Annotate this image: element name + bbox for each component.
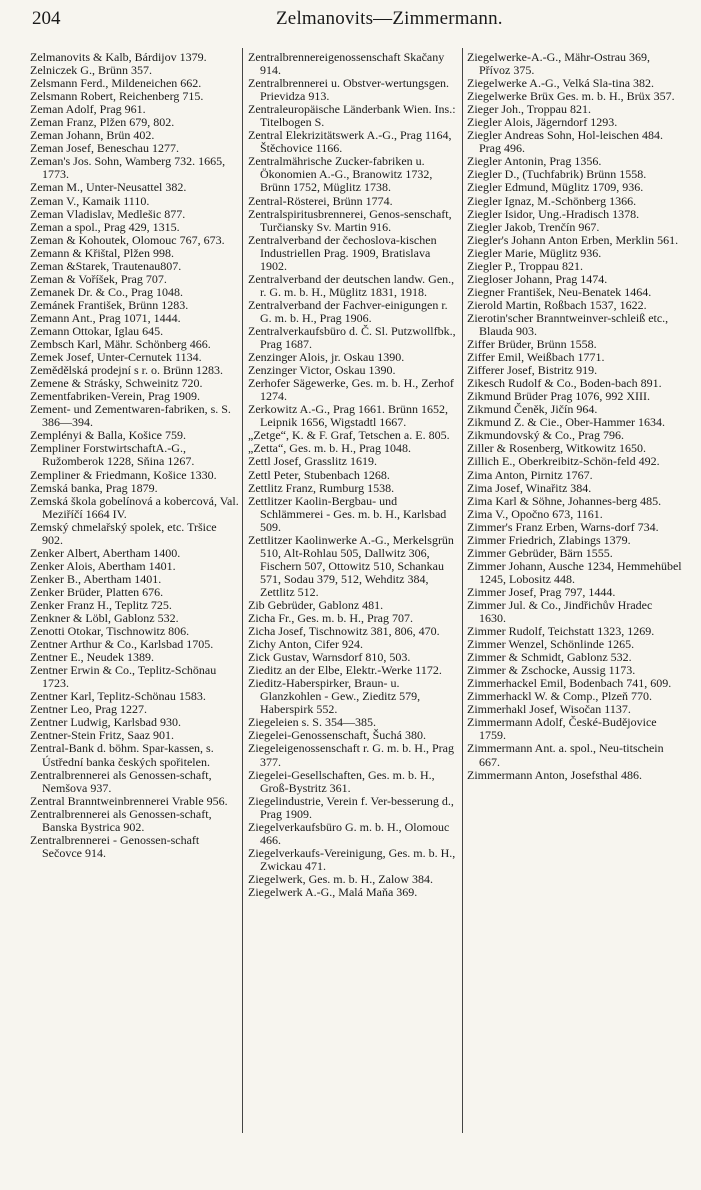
directory-entry: Ziegler Marie, Müglitz 936. — [467, 245, 602, 260]
directory-entry: Zemědělská prodejní s r. o. Brünn 1283. — [30, 363, 223, 378]
directory-entry: Zementfabriken-Verein, Prag 1909. — [30, 389, 200, 404]
directory-entry: Zeman Franz, Plžen 679, 802. — [30, 115, 175, 130]
directory-entry: Zerhofer Sägewerke, Ges. m. b. H., Zerhof 1274. — [248, 376, 454, 404]
directory-entry: Ziegelwerk, Ges. m. b. H., Zalow 384. — [248, 871, 433, 886]
directory-entry: Zettlitz Franz, Rumburg 1538. — [248, 480, 395, 495]
directory-entry: Zettl Josef, Grasslitz 1619. — [248, 454, 377, 469]
directory-entry: Zenker Albert, Abertham 1400. — [30, 545, 181, 560]
directory-entry: Zeman &Starek, Trautenau807. — [30, 258, 182, 273]
directory-entry: Zeman & Kohoutek, Olomouc 767, 673. — [30, 232, 225, 247]
directory-entry: Ziegler Andreas Sohn, Hol-leischen 484. Prag 496. — [467, 128, 663, 156]
directory-entry: Zick Gustav, Warnsdorf 810, 503. — [248, 650, 411, 665]
directory-entry: Zelsmann Robert, Reichenberg 715. — [30, 89, 204, 104]
directory-entry: Zicha Fr., Ges. m. b. H., Prag 707. — [248, 611, 413, 626]
directory-entry: Zillich E., Oberkreibitz-Schön-feld 492. — [467, 454, 660, 469]
directory-entry: Zemská škola gobelínová a kobercová, Val. Meziříčí 1664 IV. — [30, 493, 239, 521]
directory-entry: Zemanek Dr. & Co., Prag 1048. — [30, 284, 183, 299]
directory-entry: Ziegelverkaufs-Vereinigung, Ges. m. b. H., Zwickau 471. — [248, 845, 456, 873]
directory-column-1 — [30, 51, 239, 860]
directory-entry: Zierotin'scher Branntweinver-schleiß etc., Blauda 903. — [467, 310, 669, 338]
directory-entry: Ziegeleigenossenschaft r. G. m. b. H., Prag 377. — [248, 741, 454, 769]
directory-entry: Zemann Ottokar, Iglau 645. — [30, 323, 164, 338]
directory-entry: Ziegler Ignaz, M.-Schönberg 1366. — [467, 193, 637, 208]
directory-entry: Zentner Erwin & Co., Teplitz-Schönau 1723. — [30, 663, 217, 691]
directory-entry: Zib Gebrüder, Gablonz 481. — [248, 597, 384, 612]
directory-entry: Zemský chmelařský spolek, etc. Tršice 902. — [30, 519, 217, 547]
directory-entry: Zikmund Brüder Prag 1076, 992 XIII. — [467, 389, 650, 404]
directory-entry: Zenkner & Löbl, Gablonz 532. — [30, 611, 179, 626]
directory-entry: Zimmer & Schmidt, Gablonz 532. — [467, 650, 632, 665]
directory-entry: Zeman Johann, Brün 402. — [30, 128, 155, 143]
directory-entry: Zenotti Otokar, Tischnowitz 806. — [30, 624, 190, 639]
directory-entry: Ziegler D., (Tuchfabrik) Brünn 1558. — [467, 167, 647, 182]
directory-entry: Ziegler's Johann Anton Erben, Merklin 561. — [467, 232, 679, 247]
directory-entry: Zelniczek G., Brünn 357. — [30, 63, 152, 78]
directory-entry: Zentralverband der Fachver-einigungen r. G. m. b. H., Prag 1906. — [248, 297, 448, 325]
directory-entry: Zenzinger Victor, Oskau 1390. — [248, 363, 396, 378]
directory-entry: Ziegelwerke Brüx Ges. m. b. H., Brüx 357. — [467, 89, 675, 104]
directory-entry: Ziegelei-Genossenschaft, Šuchá 380. — [248, 728, 426, 743]
directory-entry: Zemplényi & Balla, Košice 759. — [30, 428, 186, 443]
directory-entry: Zima Josef, Winařitz 384. — [467, 480, 592, 495]
column-divider — [242, 48, 243, 1133]
directory-entry: Zieditz an der Elbe, Elektr.-Werke 1172. — [248, 663, 442, 678]
directory-entry: Zentral-Bank d. böhm. Spar-kassen, s. Ústřední banka českých spořitelen. — [30, 741, 214, 769]
directory-entry: Ziegler Alois, Jägerndorf 1293. — [467, 115, 618, 130]
directory-entry: Zichy Anton, Cifer 924. — [248, 637, 363, 652]
directory-entry: Zicha Josef, Tischnowitz 381, 806, 470. — [248, 624, 440, 639]
directory-entry: Ziegelverkaufsbüro G. m. b. H., Olomouc 466. — [248, 819, 450, 847]
directory-entry: Zettlitzer Kaolinwerke A.-G., Merkelsgrün 510, Alt-Rohlau 505, Dallwitz 306, Fischern 507, Ottowitz 510, Schankau 571, Sodau 379, 512, Wehditz 384, Zettlitz 512. — [248, 532, 454, 599]
directory-entry: Zikmundovský & Co., Prag 796. — [467, 428, 625, 443]
directory-entry: Zettlitzer Kaolin-Bergbau- und Schlämmerei - Ges. m. b. H., Karlsbad 509. — [248, 493, 447, 534]
directory-entry: Zeman V., Kamaik 1110. — [30, 193, 150, 208]
directory-entry: Zimmermann Anton, Josefsthal 486. — [467, 767, 642, 782]
directory-entry: Ziegelwerk A.-G., Malá Maňa 369. — [248, 885, 418, 899]
directory-entry: Zemann Ant., Prag 1071, 1444. — [30, 310, 181, 325]
directory-entry: Zentralverband der deutschen landw. Gen., r. G. m. b. H., Müglitz 1831, 1918. — [248, 271, 455, 299]
directory-entry: Zenker Franz H., Teplitz 725. — [30, 597, 172, 612]
directory-entry: Ziegloser Johann, Prag 1474. — [467, 271, 608, 286]
directory-entry: Zimmer & Zschocke, Aussig 1173. — [467, 663, 636, 678]
directory-entry: Ziegelindustrie, Verein f. Ver-besserung d., Prag 1909. — [248, 793, 454, 821]
directory-entry: Zentralbrennereigenossenschaft Skačany 914. — [248, 50, 445, 78]
directory-entry: Zentraleuropäische Länderbank Wien. Ins.: Titelbogen S. — [248, 102, 456, 130]
page-title: Zelmanovits—Zimmermann. — [276, 8, 503, 29]
directory-entry: Zeman's Jos. Sohn, Wamberg 732. 1665, 1773. — [30, 154, 226, 182]
directory-entry: Zima Anton, Pirnitz 1767. — [467, 467, 593, 482]
directory-entry: Zimmer Wenzel, Schönlinde 1265. — [467, 637, 635, 652]
directory-entry: Zelsmann Ferd., Mildeneichen 662. — [30, 76, 202, 91]
directory-entry: Zeman a spol., Prag 429, 1315. — [30, 219, 180, 234]
directory-column-3 — [467, 51, 682, 782]
directory-entry: Zemská banka, Prag 1879. — [30, 480, 158, 495]
directory-entry: Zenker Brüder, Platten 676. — [30, 584, 164, 599]
directory-entry: Zikmund Z. & Cie., Ober-Hammer 1634. — [467, 415, 666, 430]
directory-entry: Zikesch Rudolf & Co., Boden-bach 891. — [467, 376, 662, 391]
directory-entry: Zentral Branntweinbrennerei Vrable 956. — [30, 793, 228, 808]
directory-entry: Zentner Ludwig, Karlsbad 930. — [30, 715, 181, 730]
directory-entry: Zimmerhackel Emil, Bodenbach 741, 609. — [467, 676, 672, 691]
page-header — [28, 6, 678, 32]
directory-column-2 — [248, 51, 459, 899]
directory-entry: Zentralbrennerei - Genossen-schaft Sečovce 914. — [30, 832, 200, 860]
directory-entry: Zentralspiritusbrennerei, Genos-senschaft, Turčiansky Sv. Martin 916. — [248, 206, 452, 234]
directory-entry: Zembsch Karl, Mähr. Schönberg 466. — [30, 337, 211, 352]
directory-entry: Ziegelwerke A.-G., Velká Sla-tina 382. — [467, 76, 655, 91]
directory-entry: Zimmer Friedrich, Zlabings 1379. — [467, 532, 631, 547]
directory-entry: Zenker B., Abertham 1401. — [30, 571, 162, 586]
directory-entry: Zentralbrennerei u. Obstver-wertungsgen. Prievidza 913. — [248, 76, 450, 104]
directory-entry: Ziller & Rosenberg, Witkowitz 1650. — [467, 441, 647, 456]
directory-entry: Zima V., Opočno 673, 1161. — [467, 506, 603, 521]
directory-entry: Zima Karl & Söhne, Johannes-berg 485. — [467, 493, 662, 508]
directory-entry: „Zetge“, K. & F. Graf, Tetschen a. E. 805. — [248, 428, 450, 443]
directory-entry: Zemek Josef, Unter-Cernutek 1134. — [30, 350, 202, 365]
directory-entry: Zerkowitz A.-G., Prag 1661. Brünn 1652, Leipnik 1656, Wigstadtl 1667. — [248, 402, 448, 430]
directory-entry: Zikmund Čeněk, Jičín 964. — [467, 402, 598, 417]
directory-entry: Zentralverband der čechoslova-kischen Industriellen Prag. 1909, Bratislava 1902. — [248, 232, 437, 273]
directory-entry: „Zetta“, Ges. m. b. H., Prag 1048. — [248, 441, 411, 456]
directory-entry: Zimmer Jul. & Co., Jindřichův Hradec 1630. — [467, 597, 653, 626]
directory-entry: Zentral-Rösterei, Brünn 1774. — [248, 193, 393, 208]
directory-entry: Zemann & Křištal, Plžen 998. — [30, 245, 174, 260]
directory-entry: Ziegler P., Troppau 821. — [467, 258, 584, 273]
directory-entry: Zenzinger Alois, jr. Oskau 1390. — [248, 350, 405, 365]
directory-entry: Zimmerhackl W. & Comp., Plzeň 770. — [467, 689, 652, 704]
directory-entry: Zelmanovits & Kalb, Bárdijov 1379. — [30, 50, 207, 64]
page-number: 204 — [32, 8, 61, 29]
directory-entry: Zeman M., Unter-Neusattel 382. — [30, 180, 187, 195]
directory-entry: Zifferer Josef, Bistritz 919. — [467, 363, 598, 378]
directory-entry: Zemene & Strásky, Schweinitz 720. — [30, 376, 203, 391]
directory-entry: Zeman Josef, Beneschau 1277. — [30, 141, 179, 156]
directory-entry: Ziegner František, Neu-Benatek 1464. — [467, 284, 652, 299]
directory-entry: Ziegeleien s. S. 354—385. — [248, 715, 376, 730]
directory-entry: Zieger Joh., Troppau 821. — [467, 102, 591, 117]
directory-entry: Zeman Adolf, Prag 961. — [30, 102, 146, 117]
directory-entry: Ziegler Isidor, Ung.-Hradisch 1378. — [467, 206, 640, 221]
directory-entry: Zempliner ForstwirtschaftA.-G., Ružomberok 1228, Sňina 1267. — [30, 441, 195, 469]
directory-entry: Zierold Martin, Roßbach 1537, 1622. — [467, 297, 647, 312]
directory-entry: Zieditz-Haberspirker, Braun- u. Glanzkohlen - Gew., Zieditz 579, Haberspirk 552. — [248, 676, 421, 717]
directory-entry: Zimmermann Ant. a. spol., Neu-titschein 667. — [467, 741, 664, 769]
directory-entry: Ziegler Edmund, Müglitz 1709, 936. — [467, 180, 644, 195]
column-divider — [462, 48, 463, 1133]
directory-entry: Ziegelei-Gesellschaften, Ges. m. b. H., Groß-Bystritz 361. — [248, 767, 435, 795]
directory-entry: Ziegelwerke-A.-G., Mähr-Ostrau 369, Přívoz 375. — [467, 50, 651, 78]
directory-entry: Zemánek František, Brünn 1283. — [30, 297, 189, 312]
directory-entry: Zimmer Rudolf, Teichstatt 1323, 1269. — [467, 624, 655, 639]
directory-entry: Zentralbrennerei als Genossen-schaft, Banska Bystrica 902. — [30, 806, 212, 834]
directory-entry: Zimmermann Adolf, České-Budějovice 1759. — [467, 715, 657, 743]
directory-entry: Zentralverkaufsbüro d. Č. Sl. Putzwollfbk., Prag 1687. — [248, 323, 456, 352]
directory-entry: Ziegler Jakob, Trenčín 967. — [467, 219, 600, 234]
directory-entry: Ziegler Antonin, Prag 1356. — [467, 154, 602, 169]
directory-entry: Zimmer Gebrüder, Bärn 1555. — [467, 545, 613, 560]
directory-entry: Zentner E., Neudek 1389. — [30, 650, 154, 665]
directory-entry: Zimmerhakl Josef, Wisočan 1137. — [467, 702, 631, 717]
directory-entry: Zentral Elekrizitätswerk A.-G., Prag 1164, Štěchovice 1166. — [248, 128, 452, 156]
directory-entry: Zettl Peter, Stubenbach 1268. — [248, 467, 390, 482]
directory-entry: Zimmer's Franz Erben, Warns-dorf 734. — [467, 519, 659, 534]
directory-entry: Zentralmährische Zucker-fabriken u. Ökonomien A.-G., Branowitz 1732, Brünn 1752, Müglitz 1738. — [248, 154, 433, 195]
directory-entry: Ziffer Brüder, Brünn 1558. — [467, 337, 597, 352]
directory-entry: Zeman Vladislav, Medlešic 877. — [30, 206, 186, 221]
directory-entry: Zentner Arthur & Co., Karlsbad 1705. — [30, 637, 214, 652]
directory-entry: Zentner-Stein Fritz, Saaz 901. — [30, 728, 175, 743]
directory-entry: Zentralbrennerei als Genossen-schaft, Nemšova 937. — [30, 767, 212, 795]
directory-entry: Zement- und Zementwaren-fabriken, s. S. 386—394. — [30, 402, 231, 430]
directory-entry: Zenker Alois, Abertham 1401. — [30, 558, 176, 573]
directory-entry: Ziffer Emil, Weißbach 1771. — [467, 350, 605, 365]
directory-entry: Zeman & Voříšek, Prag 707. — [30, 271, 167, 286]
directory-entry: Zentner Karl, Teplitz-Schönau 1583. — [30, 689, 206, 704]
directory-entry: Zempliner & Friedmann, Košice 1330. — [30, 467, 217, 482]
directory-entry: Zimmer Johann, Ausche 1234, Hemmehübel 1245, Lobositz 448. — [467, 558, 682, 586]
directory-entry: Zentner Leo, Prag 1227. — [30, 702, 147, 717]
directory-entry: Zimmer Josef, Prag 797, 1444. — [467, 584, 616, 599]
